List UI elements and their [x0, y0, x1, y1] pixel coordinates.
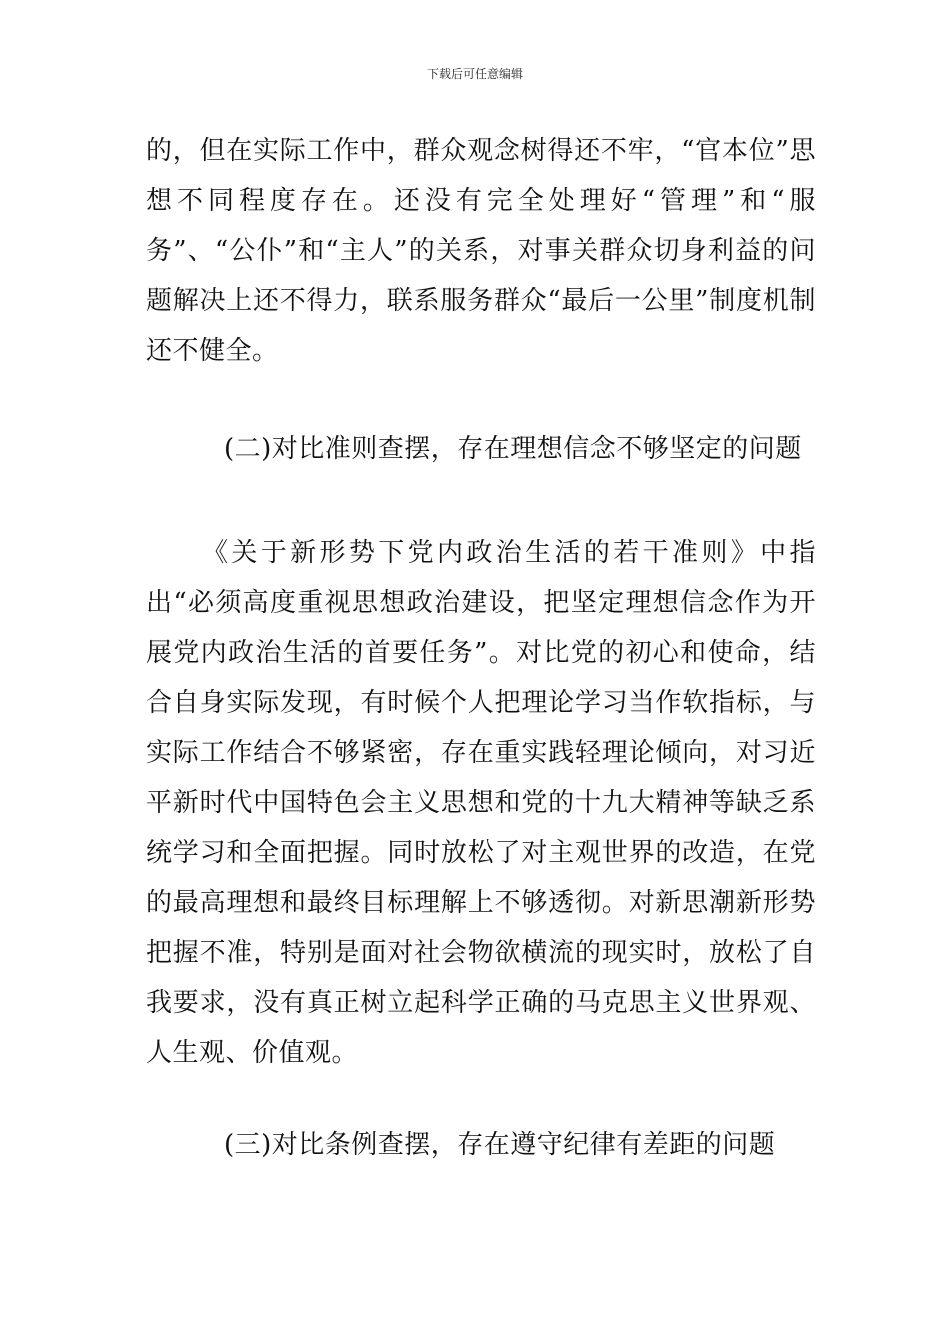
- section-heading-2: (二)对比准则查摆，存在理想信念不够坚定的问题: [224, 434, 802, 464]
- paragraph-ideals-beliefs: 《关于新形势下党内政治生活的若干准则》中指出“必须高度重视思想政治建设，把坚定理想信念作为开展党内政治生活的首要任务”。对比党的初心和使命，结合自身实际发现，有时候个人把理论学习当作软指标，与实际工作结合不够紧密，存在重实践轻理论倾向，对习近平新时代中国特色会主义思想和党的十九大精神等缺乏系统学习和全面把握。同时放松了对主观世界的改造，在党的最高理想和最终目标理解上不够透彻。对新思潮新形势把握不准，特别是面对社会物欲横流的现实时，放松了自我要求，没有真正树立起科学正确的马克思主义世界观、人生观、价值观。: [146, 538, 816, 1068]
- section-heading-3: (三)对比条例查摆，存在遵守纪律有差距的问题: [224, 1130, 776, 1160]
- page-header-note: 下载后可任意编辑: [426, 67, 523, 81]
- paragraph-continued: 的，但在实际工作中，群众观念树得还不牢，“官本位”思想不同程度存在。还没有完全处理好“管理”和“服务”、“公仆”和“主人”的关系，对事关群众切身利益的问题解决上还不得力，联系服务群众“最后一公里”制度机制还不健全。: [146, 136, 816, 366]
